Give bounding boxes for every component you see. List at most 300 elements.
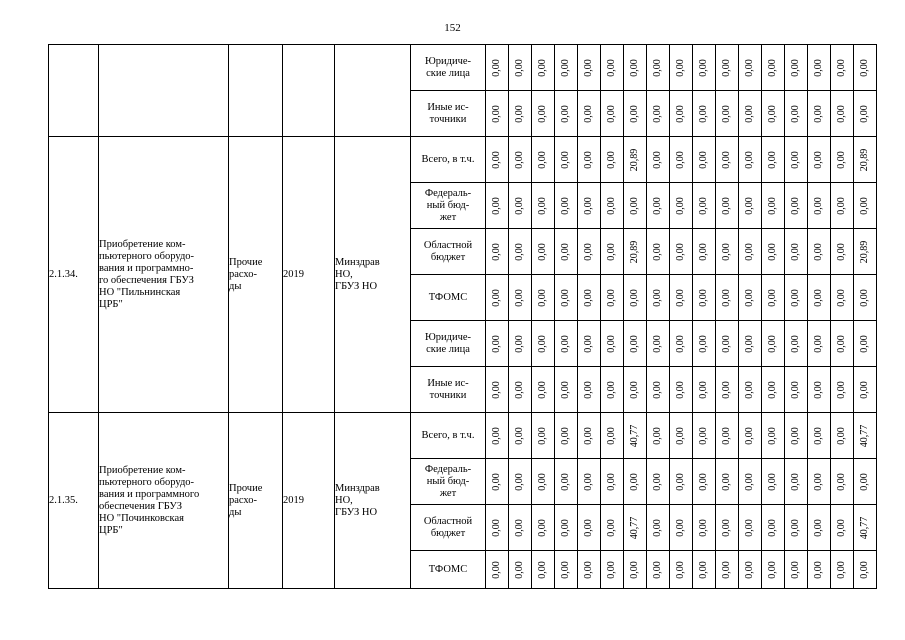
value-cell bbox=[647, 275, 670, 321]
value-text: 0,00 bbox=[537, 334, 548, 353]
value-cell bbox=[739, 505, 762, 551]
value-cell bbox=[647, 551, 670, 589]
value-text: 0,00 bbox=[859, 58, 870, 77]
funding-source-cell: Иные ис- точники bbox=[411, 91, 486, 137]
value-cell bbox=[762, 91, 785, 137]
item-executor: Минздрав НО, ГБУЗ НО bbox=[335, 413, 411, 589]
value-cell bbox=[532, 321, 555, 367]
value-text: 0,00 bbox=[537, 58, 548, 77]
value-text: 0,00 bbox=[537, 472, 548, 491]
value-cell bbox=[693, 505, 716, 551]
value-text: 0,00 bbox=[836, 472, 847, 491]
value-text: 0,00 bbox=[491, 288, 502, 307]
value-cell bbox=[831, 413, 854, 459]
value-cell bbox=[647, 321, 670, 367]
value-cell bbox=[532, 413, 555, 459]
value-text: 0,00 bbox=[514, 196, 525, 215]
value-cell bbox=[578, 459, 601, 505]
value-cell bbox=[693, 91, 716, 137]
value-text: 0,00 bbox=[836, 380, 847, 399]
value-cell bbox=[831, 183, 854, 229]
value-cell bbox=[486, 183, 509, 229]
value-text: 0,00 bbox=[560, 242, 571, 261]
value-cell bbox=[555, 413, 578, 459]
value-cell bbox=[739, 459, 762, 505]
page-number: 152 bbox=[444, 22, 461, 34]
value-cell bbox=[509, 183, 532, 229]
empty-cell bbox=[335, 45, 411, 137]
value-text: 0,00 bbox=[744, 472, 755, 491]
value-text: 0,00 bbox=[583, 58, 594, 77]
value-cell bbox=[808, 91, 831, 137]
value-text: 0,00 bbox=[698, 104, 709, 123]
value-cell bbox=[509, 505, 532, 551]
value-text: 0,00 bbox=[537, 380, 548, 399]
value-cell bbox=[739, 321, 762, 367]
value-cell bbox=[601, 367, 624, 413]
value-text: 0,00 bbox=[537, 196, 548, 215]
value-text: 40,77 bbox=[859, 424, 870, 447]
value-cell bbox=[509, 275, 532, 321]
value-text: 0,00 bbox=[721, 518, 732, 537]
value-cell bbox=[739, 229, 762, 275]
value-text: 0,00 bbox=[606, 334, 617, 353]
value-cell bbox=[693, 459, 716, 505]
value-cell bbox=[831, 275, 854, 321]
value-cell bbox=[624, 45, 647, 91]
value-text: 0,00 bbox=[813, 196, 824, 215]
value-text: 0,00 bbox=[560, 288, 571, 307]
value-text: 0,00 bbox=[583, 104, 594, 123]
value-cell bbox=[693, 183, 716, 229]
value-text: 0,00 bbox=[583, 196, 594, 215]
value-text: 0,00 bbox=[537, 150, 548, 169]
value-cell bbox=[555, 321, 578, 367]
value-text: 0,00 bbox=[491, 196, 502, 215]
value-text: 40,77 bbox=[629, 424, 640, 447]
value-cell bbox=[808, 413, 831, 459]
value-cell bbox=[509, 551, 532, 589]
value-text: 0,00 bbox=[652, 518, 663, 537]
value-cell bbox=[854, 459, 877, 505]
value-text: 0,00 bbox=[675, 518, 686, 537]
value-text: 0,00 bbox=[698, 472, 709, 491]
value-cell bbox=[716, 229, 739, 275]
value-cell bbox=[624, 183, 647, 229]
value-cell bbox=[808, 229, 831, 275]
funding-source-cell: Всего, в т.ч. bbox=[411, 137, 486, 183]
value-text: 0,00 bbox=[514, 518, 525, 537]
value-text: 0,00 bbox=[744, 380, 755, 399]
value-cell bbox=[486, 321, 509, 367]
value-text: 20,89 bbox=[859, 240, 870, 263]
table-row bbox=[49, 45, 877, 91]
value-text: 20,89 bbox=[629, 240, 640, 263]
value-text: 0,00 bbox=[767, 104, 778, 123]
value-cell bbox=[578, 91, 601, 137]
value-cell bbox=[831, 459, 854, 505]
value-cell bbox=[854, 367, 877, 413]
value-text: 0,00 bbox=[491, 150, 502, 169]
value-text: 0,00 bbox=[767, 518, 778, 537]
value-text: 0,00 bbox=[537, 560, 548, 579]
value-text: 0,00 bbox=[629, 560, 640, 579]
value-text: 0,00 bbox=[721, 380, 732, 399]
value-cell bbox=[808, 275, 831, 321]
funding-source-cell: ТФОМС bbox=[411, 551, 486, 589]
empty-cell bbox=[283, 45, 335, 137]
value-cell bbox=[808, 321, 831, 367]
value-cell bbox=[762, 367, 785, 413]
item-code: 2.1.35. bbox=[49, 413, 99, 589]
value-cell bbox=[532, 229, 555, 275]
value-cell bbox=[624, 229, 647, 275]
value-text: 0,00 bbox=[652, 150, 663, 169]
value-cell bbox=[716, 91, 739, 137]
value-cell bbox=[716, 321, 739, 367]
value-text: 0,00 bbox=[560, 196, 571, 215]
value-cell bbox=[854, 91, 877, 137]
funding-source-cell: Федераль- ный бюд- жет bbox=[411, 459, 486, 505]
value-cell bbox=[532, 367, 555, 413]
value-cell bbox=[601, 45, 624, 91]
value-cell bbox=[808, 45, 831, 91]
value-text: 0,00 bbox=[491, 334, 502, 353]
value-text: 0,00 bbox=[744, 104, 755, 123]
value-text: 0,00 bbox=[813, 104, 824, 123]
item-name: Приобретение ком- пьютерного оборудо- вания и программно- го обеспечения ГБУЗ НО "Пильнинская ЦРБ" bbox=[99, 137, 229, 413]
value-cell bbox=[509, 91, 532, 137]
value-text: 0,00 bbox=[790, 104, 801, 123]
value-text: 0,00 bbox=[813, 150, 824, 169]
funding-source-cell: Иные ис- точники bbox=[411, 367, 486, 413]
value-cell bbox=[739, 137, 762, 183]
item-year: 2019 bbox=[283, 137, 335, 413]
value-text: 0,00 bbox=[836, 196, 847, 215]
value-cell bbox=[739, 367, 762, 413]
value-cell bbox=[555, 45, 578, 91]
value-text: 0,00 bbox=[698, 150, 709, 169]
value-text: 0,00 bbox=[675, 104, 686, 123]
value-cell bbox=[532, 183, 555, 229]
value-text: 0,00 bbox=[859, 380, 870, 399]
value-text: 0,00 bbox=[629, 334, 640, 353]
value-text: 20,89 bbox=[629, 148, 640, 171]
value-cell bbox=[601, 275, 624, 321]
value-cell bbox=[601, 183, 624, 229]
value-cell bbox=[509, 367, 532, 413]
value-text: 0,00 bbox=[813, 288, 824, 307]
value-text: 0,00 bbox=[744, 426, 755, 445]
value-text: 0,00 bbox=[744, 518, 755, 537]
value-text: 0,00 bbox=[629, 196, 640, 215]
value-text: 0,00 bbox=[652, 426, 663, 445]
value-text: 0,00 bbox=[836, 242, 847, 261]
value-text: 0,00 bbox=[790, 560, 801, 579]
value-text: 0,00 bbox=[583, 426, 594, 445]
value-cell bbox=[785, 91, 808, 137]
value-cell bbox=[670, 91, 693, 137]
item-code: 2.1.34. bbox=[49, 137, 99, 413]
item-name: Приобретение ком- пьютерного оборудо- вания и программного обеспечения ГБУЗ НО "Починковская ЦРБ" bbox=[99, 413, 229, 589]
value-text: 0,00 bbox=[606, 426, 617, 445]
value-cell bbox=[693, 137, 716, 183]
table-row bbox=[49, 137, 877, 183]
value-cell bbox=[670, 321, 693, 367]
value-cell bbox=[624, 137, 647, 183]
value-text: 0,00 bbox=[491, 104, 502, 123]
value-text: 0,00 bbox=[767, 196, 778, 215]
value-text: 0,00 bbox=[790, 150, 801, 169]
value-cell bbox=[716, 275, 739, 321]
value-cell bbox=[624, 321, 647, 367]
value-text: 0,00 bbox=[744, 334, 755, 353]
value-text: 0,00 bbox=[675, 150, 686, 169]
value-cell bbox=[670, 183, 693, 229]
value-text: 0,00 bbox=[606, 472, 617, 491]
value-text: 0,00 bbox=[813, 242, 824, 261]
value-text: 0,00 bbox=[606, 150, 617, 169]
empty-cell bbox=[99, 45, 229, 137]
value-cell bbox=[624, 551, 647, 589]
value-cell bbox=[555, 459, 578, 505]
value-text: 0,00 bbox=[629, 380, 640, 399]
value-text: 0,00 bbox=[629, 472, 640, 491]
value-text: 0,00 bbox=[790, 518, 801, 537]
value-text: 0,00 bbox=[514, 58, 525, 77]
value-cell bbox=[601, 137, 624, 183]
value-text: 0,00 bbox=[652, 380, 663, 399]
value-text: 0,00 bbox=[813, 518, 824, 537]
value-text: 0,00 bbox=[675, 242, 686, 261]
value-cell bbox=[624, 367, 647, 413]
value-cell bbox=[762, 321, 785, 367]
value-text: 0,00 bbox=[675, 380, 686, 399]
funding-source-cell: Областной бюджет bbox=[411, 229, 486, 275]
value-cell bbox=[854, 137, 877, 183]
value-cell bbox=[532, 275, 555, 321]
value-cell bbox=[624, 413, 647, 459]
funding-source-cell: ТФОМС bbox=[411, 275, 486, 321]
value-text: 0,00 bbox=[491, 518, 502, 537]
value-cell bbox=[762, 505, 785, 551]
value-cell bbox=[509, 321, 532, 367]
value-cell bbox=[716, 505, 739, 551]
value-cell bbox=[785, 367, 808, 413]
value-text: 0,00 bbox=[560, 104, 571, 123]
value-text: 0,00 bbox=[790, 288, 801, 307]
value-cell bbox=[785, 551, 808, 589]
value-cell bbox=[486, 367, 509, 413]
value-cell bbox=[716, 459, 739, 505]
value-text: 0,00 bbox=[560, 334, 571, 353]
value-cell bbox=[578, 45, 601, 91]
value-cell bbox=[647, 367, 670, 413]
value-cell bbox=[716, 183, 739, 229]
value-text: 0,00 bbox=[790, 242, 801, 261]
item-executor: Минздрав НО, ГБУЗ НО bbox=[335, 137, 411, 413]
value-cell bbox=[670, 137, 693, 183]
value-text: 0,00 bbox=[721, 104, 732, 123]
value-text: 0,00 bbox=[790, 426, 801, 445]
value-cell bbox=[601, 91, 624, 137]
value-text: 0,00 bbox=[652, 58, 663, 77]
value-text: 0,00 bbox=[606, 104, 617, 123]
value-text: 0,00 bbox=[491, 560, 502, 579]
value-text: 0,00 bbox=[767, 560, 778, 579]
value-text: 0,00 bbox=[652, 242, 663, 261]
value-cell bbox=[647, 45, 670, 91]
value-cell bbox=[532, 459, 555, 505]
value-text: 0,00 bbox=[675, 560, 686, 579]
value-cell bbox=[808, 459, 831, 505]
value-cell bbox=[532, 505, 555, 551]
value-text: 0,00 bbox=[560, 380, 571, 399]
value-cell bbox=[739, 275, 762, 321]
value-cell bbox=[693, 551, 716, 589]
value-cell bbox=[578, 367, 601, 413]
value-cell bbox=[624, 275, 647, 321]
value-cell bbox=[808, 505, 831, 551]
value-text: 0,00 bbox=[767, 288, 778, 307]
value-cell bbox=[693, 413, 716, 459]
value-text: 0,00 bbox=[767, 58, 778, 77]
value-text: 0,00 bbox=[790, 58, 801, 77]
value-text: 0,00 bbox=[514, 426, 525, 445]
value-cell bbox=[555, 505, 578, 551]
value-text: 0,00 bbox=[606, 288, 617, 307]
value-cell bbox=[509, 45, 532, 91]
value-cell bbox=[854, 229, 877, 275]
value-text: 0,00 bbox=[514, 560, 525, 579]
value-text: 0,00 bbox=[721, 560, 732, 579]
value-cell bbox=[555, 229, 578, 275]
value-cell bbox=[670, 45, 693, 91]
value-cell bbox=[716, 413, 739, 459]
value-text: 0,00 bbox=[813, 426, 824, 445]
value-text: 0,00 bbox=[813, 380, 824, 399]
value-text: 0,00 bbox=[491, 472, 502, 491]
funding-source-cell: Федераль- ный бюд- жет bbox=[411, 183, 486, 229]
value-cell bbox=[670, 367, 693, 413]
value-text: 0,00 bbox=[836, 518, 847, 537]
value-text: 0,00 bbox=[859, 196, 870, 215]
value-cell bbox=[555, 183, 578, 229]
value-text: 0,00 bbox=[514, 472, 525, 491]
value-text: 0,00 bbox=[836, 334, 847, 353]
value-text: 0,00 bbox=[813, 58, 824, 77]
value-cell bbox=[831, 505, 854, 551]
value-text: 0,00 bbox=[537, 242, 548, 261]
value-text: 0,00 bbox=[698, 196, 709, 215]
value-text: 0,00 bbox=[560, 150, 571, 169]
value-text: 0,00 bbox=[744, 150, 755, 169]
value-cell bbox=[486, 413, 509, 459]
value-cell bbox=[716, 367, 739, 413]
value-cell bbox=[831, 229, 854, 275]
value-cell bbox=[578, 229, 601, 275]
value-text: 0,00 bbox=[836, 58, 847, 77]
value-text: 0,00 bbox=[767, 242, 778, 261]
value-text: 0,00 bbox=[583, 560, 594, 579]
value-cell bbox=[831, 45, 854, 91]
value-cell bbox=[739, 183, 762, 229]
value-text: 0,00 bbox=[537, 104, 548, 123]
value-cell bbox=[601, 505, 624, 551]
value-text: 0,00 bbox=[537, 518, 548, 537]
value-text: 0,00 bbox=[537, 288, 548, 307]
value-text: 0,00 bbox=[583, 518, 594, 537]
value-text: 0,00 bbox=[606, 196, 617, 215]
value-text: 0,00 bbox=[859, 560, 870, 579]
value-cell bbox=[486, 137, 509, 183]
value-cell bbox=[601, 459, 624, 505]
empty-cell bbox=[49, 45, 99, 137]
value-cell bbox=[509, 459, 532, 505]
value-text: 0,00 bbox=[698, 560, 709, 579]
value-text: 0,00 bbox=[652, 104, 663, 123]
value-cell bbox=[785, 321, 808, 367]
value-cell bbox=[831, 91, 854, 137]
expense-type: Прочие расхо- ды bbox=[229, 137, 283, 413]
value-text: 0,00 bbox=[675, 196, 686, 215]
value-cell bbox=[785, 275, 808, 321]
value-text: 0,00 bbox=[698, 288, 709, 307]
value-text: 0,00 bbox=[606, 560, 617, 579]
value-text: 0,00 bbox=[491, 380, 502, 399]
value-text: 0,00 bbox=[583, 150, 594, 169]
value-text: 0,00 bbox=[836, 426, 847, 445]
value-cell bbox=[693, 367, 716, 413]
value-text: 0,00 bbox=[514, 242, 525, 261]
value-text: 0,00 bbox=[583, 380, 594, 399]
value-text: 0,00 bbox=[744, 242, 755, 261]
value-cell bbox=[670, 275, 693, 321]
value-cell bbox=[831, 367, 854, 413]
funding-source-cell: Областной бюджет bbox=[411, 505, 486, 551]
value-cell bbox=[831, 551, 854, 589]
value-text: 0,00 bbox=[721, 426, 732, 445]
value-text: 0,00 bbox=[836, 560, 847, 579]
value-cell bbox=[762, 459, 785, 505]
value-cell bbox=[647, 505, 670, 551]
value-cell bbox=[854, 45, 877, 91]
value-text: 0,00 bbox=[859, 104, 870, 123]
value-cell bbox=[578, 413, 601, 459]
value-text: 0,00 bbox=[767, 380, 778, 399]
value-cell bbox=[693, 321, 716, 367]
funding-source-cell: Всего, в т.ч. bbox=[411, 413, 486, 459]
value-cell bbox=[785, 459, 808, 505]
budget-table bbox=[48, 44, 877, 589]
value-text: 0,00 bbox=[629, 288, 640, 307]
value-cell bbox=[509, 229, 532, 275]
value-cell bbox=[762, 45, 785, 91]
value-cell bbox=[716, 45, 739, 91]
value-text: 0,00 bbox=[721, 472, 732, 491]
value-cell bbox=[647, 91, 670, 137]
empty-cell bbox=[229, 45, 283, 137]
value-cell bbox=[647, 183, 670, 229]
value-text: 0,00 bbox=[744, 58, 755, 77]
value-cell bbox=[486, 459, 509, 505]
value-text: 0,00 bbox=[560, 472, 571, 491]
value-text: 0,00 bbox=[698, 380, 709, 399]
value-cell bbox=[670, 413, 693, 459]
value-text: 0,00 bbox=[767, 334, 778, 353]
value-text: 0,00 bbox=[491, 58, 502, 77]
value-cell bbox=[854, 551, 877, 589]
